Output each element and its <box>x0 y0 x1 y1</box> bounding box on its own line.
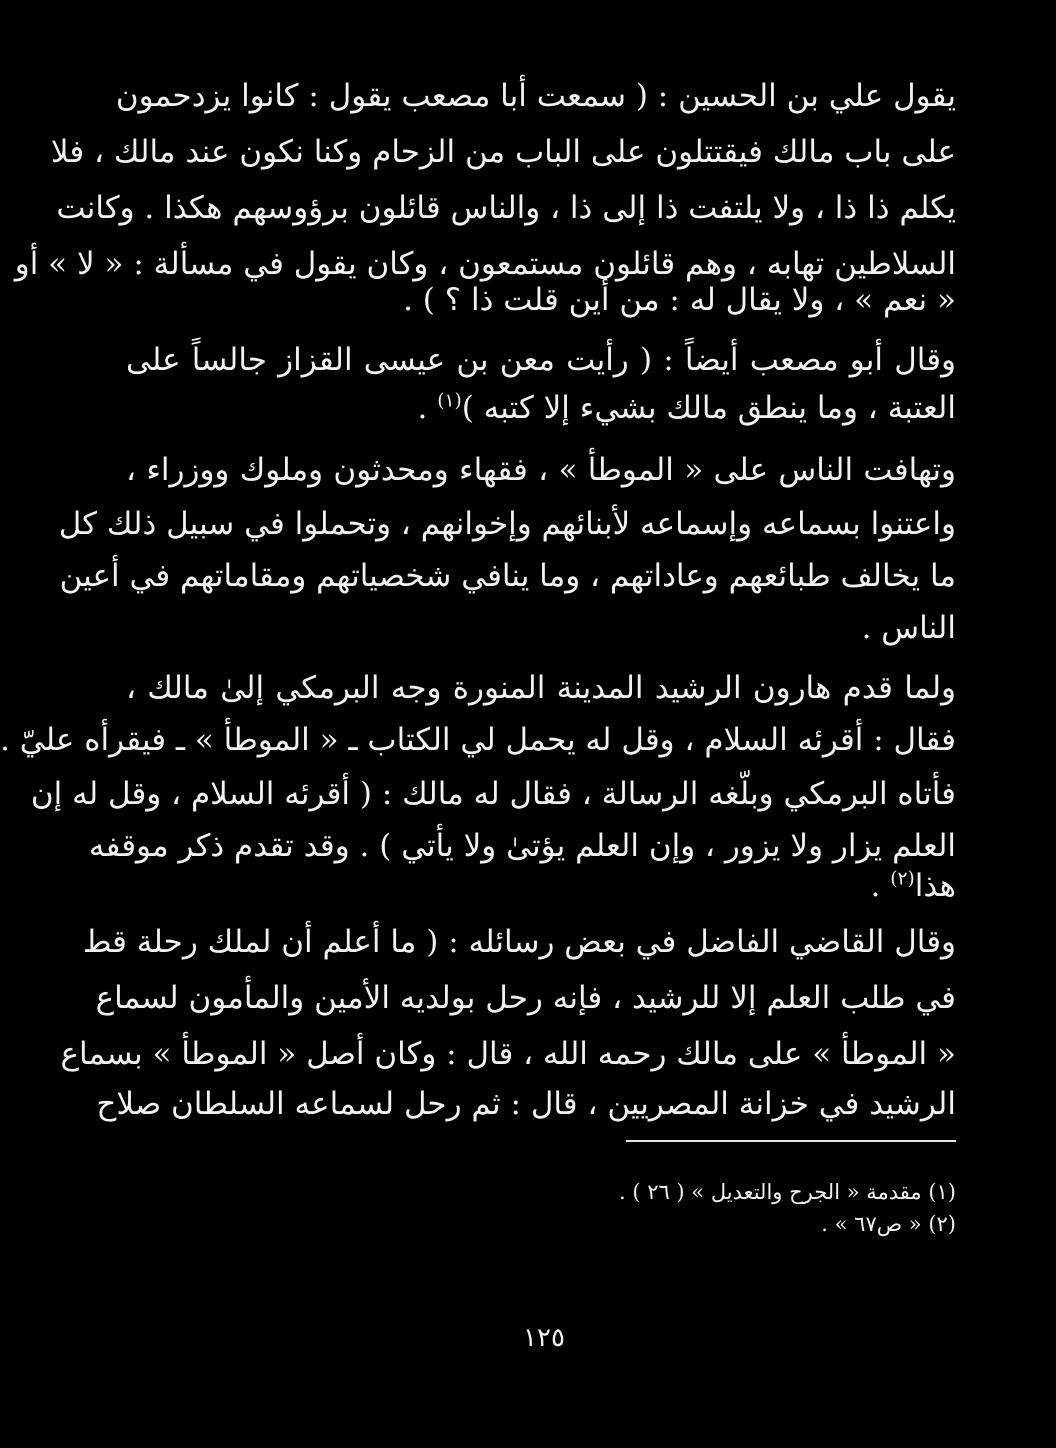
text-line: فأتاه البرمكي وبلّغه الرسالة ، فقال له مالك : ( أقرئه السلام ، وقل له إن <box>30 776 956 812</box>
text-line: واعتنوا بسماعه وإسماعه لأبنائهم وإخوانهم ، وتحملوا في سبيل ذلك كل <box>58 506 956 542</box>
footnote-ref-2: (٢) <box>890 868 915 890</box>
page-number: ١٢٥ <box>523 1323 565 1353</box>
footnote-2: (٢) « ص٦٧ » . <box>821 1212 956 1236</box>
text-segment: . <box>870 868 891 904</box>
text-line: فقال : أقرئه السلام ، وقل له يحمل لي الكتاب ـ « الموطأ » ـ فيقرأه عليّ . <box>0 722 956 758</box>
text-line: وتهافت الناس على « الموطأ » ، فقهاء ومحدثون وملوك ووزراء ، <box>126 452 956 488</box>
text-line: في طلب العلم إلا للرشيد ، فإنه رحل بولديه الأمين والمأمون لسماع <box>95 980 956 1016</box>
text-line-with-note <box>126 384 956 432</box>
footnote-separator <box>626 1140 956 1142</box>
text-line: وقال القاضي الفاضل في بعض رسائله : ( ما أعلم أن لملك رحلة قط <box>82 924 956 960</box>
text-line: الناس . <box>861 610 956 646</box>
text-segment: . <box>417 390 438 426</box>
text-line: ما يخالف طبائعهم وعاداتهم ، وما ينافي شخصياتهم ومقاماتهم في أعين <box>59 558 956 594</box>
text-line: الرشيد في خزانة المصريين ، قال : ثم رحل لسماعه السلطان صلاح <box>96 1086 956 1122</box>
text-line-with-note <box>126 862 956 910</box>
text-line: « الموطأ » على مالك رحمه الله ، قال : وكان أصل « الموطأ » بسماع <box>60 1036 956 1072</box>
footnote-1: (١) مقدمة « الجرح والتعديل » ( ٢٦ ) . <box>618 1180 956 1204</box>
footnote-ref-1: (١) <box>437 390 462 412</box>
text-line: يكلم ذا ذا ، ولا يلتفت ذا إلى ذا ، والناس قائلون برؤوسهم هكذا . وكانت <box>56 190 956 226</box>
text-segment: هذا <box>914 868 956 904</box>
text-line: يقول علي بن الحسين : ( سمعت أبا مصعب يقول : كانوا يزدحمون <box>115 78 956 114</box>
text-line: « نعم » ، ولا يقال له : من أين قلت ذا ؟ ) . <box>403 282 956 318</box>
text-line: السلاطين تهابه ، وهم قائلون مستمعون ، وكان يقول في مسألة : « لا » أو <box>14 246 956 282</box>
text-line: على باب مالك فيقتتلون على الباب من الزحام وكنا نكون عند مالك ، فلا <box>50 134 956 170</box>
text-segment: العتبة ، وما ينطق مالك بشيء إلا كتبه ) <box>461 390 956 426</box>
text-line: العلم يزار ولا يزور ، وإن العلم يؤتىٰ ولا يأتي ) . وقد تقدم ذكر موقفه <box>88 828 956 864</box>
text-line: ولما قدم هارون الرشيد المدينة المنورة وجه البرمكي إلىٰ مالك ، <box>126 670 956 706</box>
text-line: وقال أبو مصعب أيضاً : ( رأيت معن بن عيسى القزاز جالساً على <box>126 342 956 378</box>
